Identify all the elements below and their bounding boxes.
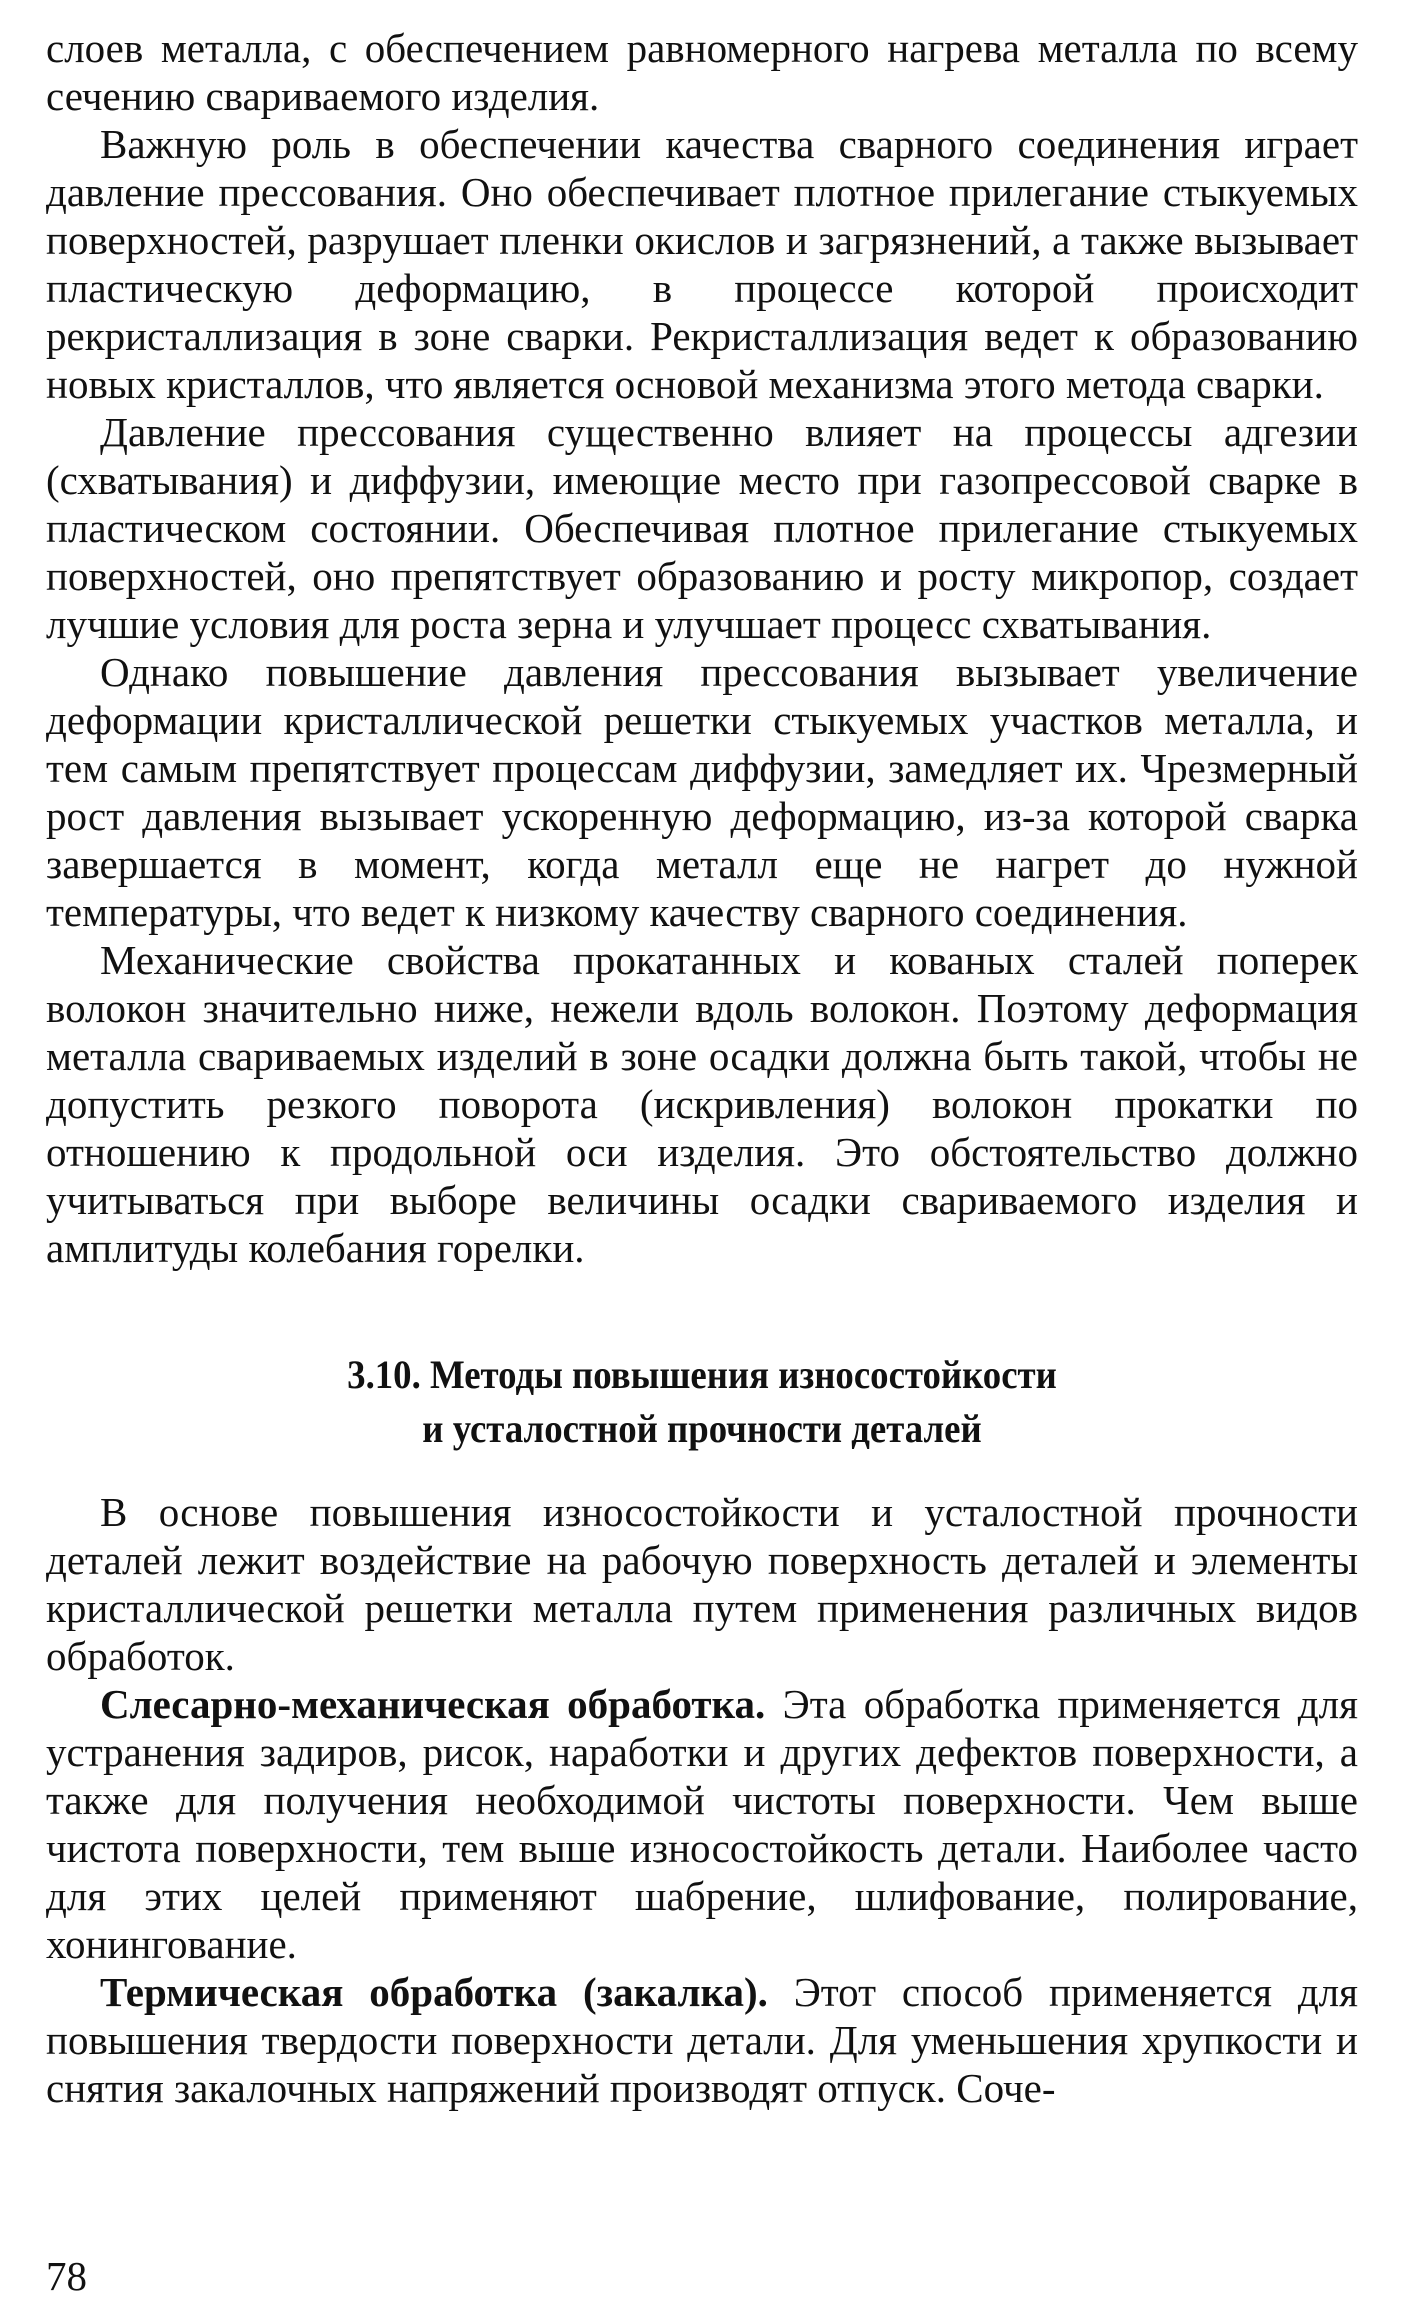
section-heading-line-1: 3.10. Методы повышения износостойкости (347, 1352, 1057, 1397)
paragraph-thermal-treatment (46, 1968, 1358, 2112)
paragraph-continuation: слоев металла, с обеспечением равномерного нагрева металла по всему сечению свариваемого изделия. (46, 25, 1358, 119)
paragraph-section-intro: В основе повышения износостойкости и усталостной прочности деталей лежит воздействие на рабочую поверхность деталей и элементы кристаллической решетки металла путем применения различных видов обработок. (46, 1489, 1358, 1679)
section-heading (98, 1348, 1305, 1456)
paragraph-pressure-adhesion: Давление прессования существенно влияет на процессы адгезии (схватывания) и диффузии, имеющие место при газопрессовой сварке в пластическом состоянии. Обеспечивая плотное прилегание стыкуемых поверхностей, оно препятствует образованию и росту микропор, создает лучшие условия для роста зерна и улучшает процесс схватывания. (46, 409, 1358, 647)
run-in-title-thermal: Термическая обработка (закалка). (100, 1969, 768, 2015)
paragraph-mechanical-properties: Механические свойства прокатанных и кованых сталей поперек волокон значительно ниже, нежели вдоль волокон. Поэтому деформация металла свариваемых изделий в зоне осадки должна быть такой, чтобы не допустить резкого поворота (искривления) волокон прокатки по отношению к продольной оси изделия. Это обстоятельство должно учитываться при выборе величины осадки свариваемого изделия и амплитуды колебания горелки. (46, 937, 1358, 1271)
paragraph-pressure-role: Важную роль в обеспечении качества сварного соединения играет давление прессования. Оно обеспечивает плотное прилегание стыкуемых поверхностей, разрушает пленки окислов и загрязнений, а также вызывает пластическую деформацию, в процессе которой происходит рекристаллизация в зоне сварки. Рекристаллизация ведет к образованию новых кристаллов, что является основой механизма этого метода сварки. (46, 121, 1358, 407)
page-number: 78 (46, 2253, 87, 2299)
run-in-title-mechanical: Слесарно-механическая обработка. (100, 1681, 766, 1727)
section-heading-line-2: и усталостной прочности деталей (422, 1406, 982, 1451)
run-in-text-thermal: Этот способ применяется для повышения твердости поверхности детали. Для уменьшения хрупкости и снятия закалочных напряжений производят отпуск. Соче- (46, 1969, 1359, 2111)
paragraph-pressure-increase: Однако повышение давления прессования вызывает увеличение деформации кристаллической решетки стыкуемых участков металла, и тем самым препятствует процессам диффузии, замедляет их. Чрезмерный рост давления вызывает ускоренную деформацию, из-за которой сварка завершается в момент, когда металл еще не нагрет до нужной температуры, что ведет к низкому качеству сварного соединения. (46, 649, 1358, 935)
run-in-text-mechanical: Эта обработка применяется для устранения задиров, рисок, наработки и других дефектов поверхности, а также для получения необходимой чистоты поверхности. Чем выше чистота поверхности, тем выше износостойкость детали. Наиболее часто для этих целей применяют шабрение, шлифование, полирование, хонингование. (46, 1681, 1358, 1967)
paragraph-mechanical-treatment (46, 1680, 1358, 1968)
text-column (46, 24, 1358, 2112)
